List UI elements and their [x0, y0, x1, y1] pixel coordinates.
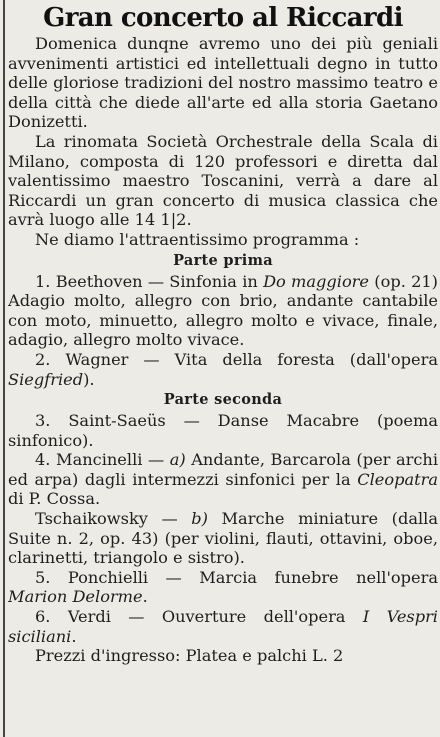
program-item-2: 2. Wagner — Vita della foresta (dall'opera Siegfried).	[8, 349, 438, 389]
part-one-heading: Parte prima	[173, 251, 273, 269]
program-item-6: 6. Verdi — Ouverture dell'opera I Vespri siciliani.	[8, 607, 438, 646]
headline: Gran concerto al Riccardi	[43, 3, 403, 33]
program-item-1: 1. Beethoven — Sinfonia in Do maggiore (op. 21) Adagio molto, allegro con brio, andante cantabile con moto, minuetto, allegro molto e vivace, finale, adagio, allegro molto vivace.	[8, 271, 438, 350]
paragraph-program-intro: Ne diamo l'attraentissimo programma :	[35, 229, 360, 249]
program-item-5: 5. Ponchielli — Marcia funebre nell'opera Marion Delorme.	[8, 567, 438, 607]
newspaper-clipping	[8, 2, 438, 737]
paragraph-intro: Domenica dunqne avremo uno dei più geniali avvenimenti artistici ed intellettuali degno in tutto delle gloriose tradizioni del nostro massimo teatro e della città che diede all'arte ed alla storia Gaetano Donizetti.	[8, 34, 438, 132]
paragraph-orchestra: La rinomata Società Orchestrale della Scala di Milano, composta di 120 professori e diretta dal valentissimo maestro Toscanini, verrà a dare al Riccardi un gran concerto di musica classica che avrà luogo alle 14 1|2.	[8, 131, 438, 230]
prices-line: Prezzi d'ingresso: Platea e palchi L. 2	[35, 646, 344, 666]
column-rule	[3, 0, 5, 737]
program-item-3: 3. Saint-Saeüs — Danse Macabre (poema sinfonico).	[8, 411, 438, 450]
part-two-heading: Parte seconda	[163, 391, 283, 409]
program-item-4b: Tschaikowsky — b) Marche miniature (dalla Suite n. 2, op. 43) (per violini, flauti, ottavini, oboe, clarinetti, triangolo e sistro).	[8, 509, 438, 568]
program-item-4: 4. Mancinelli — a) Andante, Barcarola (per archi ed arpa) dagli intermezzi sinfonici per la Cleopatra di P. Cossa.	[8, 450, 438, 509]
